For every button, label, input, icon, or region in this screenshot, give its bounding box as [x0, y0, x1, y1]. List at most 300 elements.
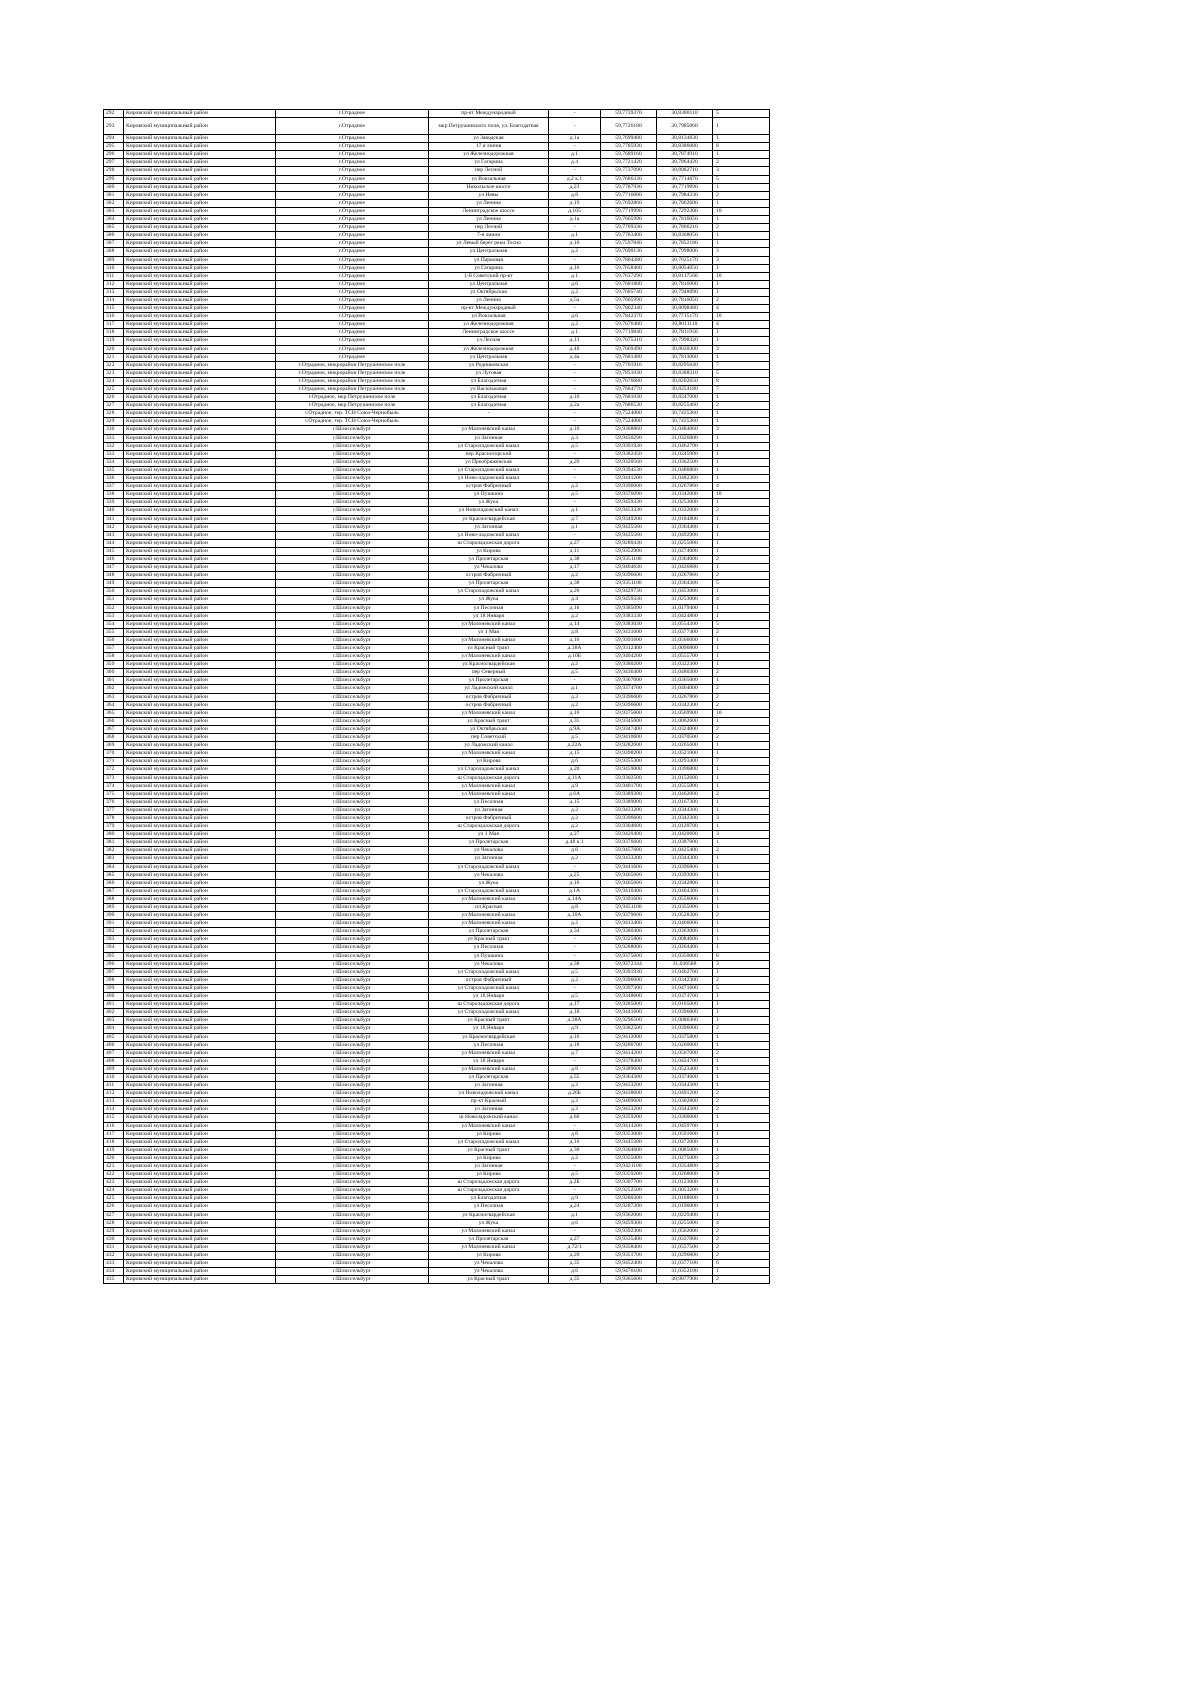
house-cell: д.6 [549, 1219, 601, 1227]
longitude-cell: 30,7714870 [657, 175, 713, 183]
locality-cell: г.Шлиссельбург [276, 483, 429, 491]
count-cell: 1 [713, 434, 770, 442]
house-cell: д.16 [549, 636, 601, 644]
table-row [104, 1001, 770, 1009]
latitude-cell: 59,9389000 [601, 798, 657, 806]
district-cell: Кировский муниципальный район [124, 1098, 276, 1106]
latitude-cell: 59,9445300 [601, 1138, 657, 1146]
row-number-cell: 314 [104, 296, 124, 304]
locality-cell: г.Шлиссельбург [276, 426, 429, 434]
locality-cell: г.Шлиссельбург [276, 588, 429, 596]
count-cell: 1 [713, 750, 770, 758]
longitude-cell: 31,0053200 [657, 1187, 713, 1195]
street-cell: ул Малоневский канал [429, 750, 549, 758]
longitude-cell: 31,0420600 [657, 831, 713, 839]
locality-cell: г.Шлиссельбург [276, 612, 429, 620]
house-cell: - [549, 1163, 601, 1171]
locality-cell: г.Отрадное [276, 329, 429, 337]
latitude-cell: 59,9431600 [601, 628, 657, 636]
table-row [104, 904, 770, 912]
street-cell: 17 я линия [429, 143, 549, 151]
locality-cell: г.Шлиссельбург [276, 491, 429, 499]
district-cell: Кировский муниципальный район [124, 1138, 276, 1146]
locality-cell: г.Шлиссельбург [276, 758, 429, 766]
street-cell [429, 418, 549, 426]
longitude-cell: 30,7866210 [657, 224, 713, 232]
table-row [104, 288, 770, 296]
latitude-cell: 59,9433200 [601, 1106, 657, 1114]
locality-cell: г.Шлиссельбург [276, 920, 429, 928]
count-cell: 8 [713, 952, 770, 960]
house-cell: д.1 [549, 232, 601, 240]
longitude-cell: 30,8011110 [657, 321, 713, 329]
count-cell: 1 [713, 1041, 770, 1049]
row-number-cell: 373 [104, 774, 124, 782]
row-number-cell: 398 [104, 976, 124, 984]
latitude-cell: 59,9396600 [601, 701, 657, 709]
house-cell: д.5 [549, 968, 601, 976]
street-cell: ул Малоневский канал [429, 895, 549, 903]
latitude-cell: 59,9414200 [601, 1049, 657, 1057]
district-cell: Кировский муниципальный район [124, 887, 276, 895]
longitude-cell: 31,0165000 [657, 1001, 713, 1009]
longitude-cell: 30,7948890 [657, 288, 713, 296]
count-cell: 1 [713, 1057, 770, 1065]
locality-cell: г.Шлиссельбург [276, 806, 429, 814]
count-cell: 1 [713, 766, 770, 774]
count-cell: 1 [713, 1001, 770, 1009]
locality-cell: г.Шлиссельбург [276, 1146, 429, 1154]
district-cell: Кировский муниципальный район [124, 580, 276, 588]
locality-cell: г.Отрадное [276, 232, 429, 240]
street-cell: ул Красногвардейская [429, 515, 549, 523]
count-cell: 1 [713, 515, 770, 523]
district-cell: Кировский муниципальный район [124, 750, 276, 758]
table-row [104, 135, 770, 143]
count-cell: 1 [713, 936, 770, 944]
street-cell: ул Новоладожский канал [429, 1090, 549, 1098]
row-number-cell: 408 [104, 1057, 124, 1065]
locality-cell: г.Шлиссельбург [276, 1219, 429, 1227]
longitude-cell: 31,0459700 [657, 1122, 713, 1130]
longitude-cell: 30,8030300 [657, 345, 713, 353]
longitude-cell: 30,8054050 [657, 264, 713, 272]
table-row [104, 175, 770, 183]
table-row [104, 1065, 770, 1073]
table-row [104, 305, 770, 313]
longitude-cell: 31,0179400 [657, 604, 713, 612]
latitude-cell: 59,7719840 [601, 329, 657, 337]
street-cell: ул Красный тракт [429, 717, 549, 725]
row-number-cell: 321 [104, 353, 124, 361]
street-cell: ул Кирова [429, 1171, 549, 1179]
house-cell: д.2 [549, 483, 601, 491]
row-number-cell: 319 [104, 337, 124, 345]
table-row [104, 1154, 770, 1162]
latitude-cell: 59,9348600 [601, 993, 657, 1001]
row-number-cell: 375 [104, 790, 124, 798]
district-cell: Кировский муниципальный район [124, 1260, 276, 1268]
locality-cell: г.Отрадное [276, 151, 429, 159]
street-cell: ул Песочная [429, 1041, 549, 1049]
district-cell: Кировский муниципальный район [124, 143, 276, 151]
district-cell: Кировский муниципальный район [124, 377, 276, 385]
locality-cell: г.Шлиссельбург [276, 831, 429, 839]
house-cell: д.7 [549, 1049, 601, 1057]
district-cell: Кировский муниципальный район [124, 798, 276, 806]
latitude-cell: 59,9396600 [601, 572, 657, 580]
street-cell: ул Новоладожский канал [429, 507, 549, 515]
row-number-cell: 394 [104, 944, 124, 952]
locality-cell: г.Отрадное [276, 143, 429, 151]
table-row [104, 1090, 770, 1098]
district-cell: Кировский муниципальный район [124, 1179, 276, 1187]
district-cell: Кировский муниципальный район [124, 434, 276, 442]
house-cell: д.11А [549, 774, 601, 782]
district-cell: Кировский муниципальный район [124, 717, 276, 725]
locality-cell: г.Шлиссельбург [276, 677, 429, 685]
table-row [104, 199, 770, 207]
table-row [104, 790, 770, 798]
table-row [104, 353, 770, 361]
row-number-cell: 432 [104, 1252, 124, 1260]
count-cell: 1 [713, 1114, 770, 1122]
house-cell: д.16 [549, 264, 601, 272]
table-row [104, 1179, 770, 1187]
row-number-cell: 420 [104, 1154, 124, 1162]
street-cell: ул Центральная [429, 353, 549, 361]
count-cell: 2 [713, 507, 770, 515]
table-row [104, 984, 770, 992]
row-number-cell: 397 [104, 968, 124, 976]
locality-cell: г.Шлиссельбург [276, 960, 429, 968]
district-cell: Кировский муниципальный район [124, 628, 276, 636]
locality-cell: г.Шлиссельбург [276, 450, 429, 458]
count-cell: 4 [713, 321, 770, 329]
house-cell: д.9 [549, 782, 601, 790]
street-cell: ул Пролетарская [429, 580, 549, 588]
house-cell: д.35 [549, 1260, 601, 1268]
district-cell: Кировский муниципальный район [124, 895, 276, 903]
locality-cell: г.Шлиссельбург [276, 669, 429, 677]
house-cell: д.8 [549, 191, 601, 199]
district-cell: Кировский муниципальный район [124, 369, 276, 377]
longitude-cell: 31,0275000 [657, 1154, 713, 1162]
count-cell: 3 [713, 426, 770, 434]
longitude-cell: 30,7998000 [657, 248, 713, 256]
count-cell: 1 [713, 1138, 770, 1146]
district-cell: Кировский муниципальный район [124, 685, 276, 693]
row-number-cell: 403 [104, 1017, 124, 1025]
locality-cell: г.Шлиссельбург [276, 564, 429, 572]
longitude-cell: 30,7625170 [657, 256, 713, 264]
row-number-cell: 433 [104, 1260, 124, 1268]
latitude-cell: 59,9359200 [601, 1171, 657, 1179]
latitude-cell: 59,9280300 [601, 1195, 657, 1203]
latitude-cell: 59,9433200 [601, 1082, 657, 1090]
longitude-cell: 30,7425360 [657, 418, 713, 426]
latitude-cell: 59,9452400 [601, 1260, 657, 1268]
house-cell: д.10А [549, 912, 601, 920]
table-row [104, 863, 770, 871]
longitude-cell: 31,0120700 [657, 823, 713, 831]
longitude-cell: 31,0188600 [657, 1195, 713, 1203]
longitude-cell: 31,0342300 [657, 976, 713, 984]
locality-cell: г.Отрадное [276, 313, 429, 321]
row-number-cell: 309 [104, 256, 124, 264]
count-cell: 1 [713, 280, 770, 288]
table-row [104, 1163, 770, 1171]
house-cell: д.23 [549, 183, 601, 191]
district-cell: Кировский муниципальный район [124, 936, 276, 944]
row-number-cell: 342 [104, 523, 124, 531]
district-cell: Кировский муниципальный район [124, 1187, 276, 1195]
longitude-cell: 31,0462790 [657, 442, 713, 450]
latitude-cell: 59,9401700 [601, 782, 657, 790]
table-row [104, 329, 770, 337]
latitude-cell: 59,9409600 [601, 1098, 657, 1106]
count-cell: 1 [713, 199, 770, 207]
house-cell: д.2 [549, 1154, 601, 1162]
longitude-cell: 31,0364300 [657, 580, 713, 588]
locality-cell: г.Шлиссельбург [276, 774, 429, 782]
latitude-cell: 59,9382500 [601, 1025, 657, 1033]
table-row [104, 944, 770, 952]
count-cell: 2 [713, 685, 770, 693]
street-cell: ул Малоневский канал [429, 1227, 549, 1235]
locality-cell: г.Шлиссельбург [276, 1025, 429, 1033]
street-cell: ул Благодатная [429, 377, 549, 385]
count-cell: 1 [713, 993, 770, 1001]
latitude-cell: 59,9436400 [601, 669, 657, 677]
table-row [104, 1114, 770, 1122]
table-row [104, 1276, 770, 1284]
district-cell: Кировский муниципальный район [124, 450, 276, 458]
longitude-cell: 31,0293400 [657, 758, 713, 766]
latitude-cell: 59,9420400 [601, 831, 657, 839]
longitude-cell: 31,0567000 [657, 1049, 713, 1057]
district-cell: Кировский муниципальный район [124, 207, 276, 215]
street-cell: ул Кирова [429, 547, 549, 555]
latitude-cell: 59,9450290 [601, 434, 657, 442]
house-cell: д.27 [549, 831, 601, 839]
longitude-cell: 31,0362500 [657, 458, 713, 466]
locality-cell: г.Шлиссельбург [276, 1211, 429, 1219]
longitude-cell: 31,0462700 [657, 968, 713, 976]
latitude-cell: 59,7737090 [601, 167, 657, 175]
row-number-cell: 412 [104, 1090, 124, 1098]
table-row [104, 216, 770, 224]
count-cell: 1 [713, 442, 770, 450]
count-cell: 2 [713, 725, 770, 733]
row-number-cell: 311 [104, 272, 124, 280]
locality-cell: г.Отрадное [276, 240, 429, 248]
count-cell: 2 [713, 847, 770, 855]
locality-cell: г.Отрадное, мкр Петрушинское поле [276, 402, 429, 410]
locality-cell: г.Отрадное [276, 256, 429, 264]
district-cell: Кировский муниципальный район [124, 725, 276, 733]
longitude-cell: 30,8098480 [657, 305, 713, 313]
longitude-cell: 31,0557500 [657, 1243, 713, 1251]
table-row [104, 248, 770, 256]
district-cell: Кировский муниципальный район [124, 135, 276, 143]
longitude-cell: 30,7998320 [657, 337, 713, 345]
house-cell: д.20 [549, 766, 601, 774]
latitude-cell: 59,7719990 [601, 207, 657, 215]
latitude-cell: 59,9304600 [601, 1146, 657, 1154]
table-row [104, 725, 770, 733]
count-cell: 5 [713, 110, 770, 118]
row-number-cell: 326 [104, 394, 124, 402]
table-row [104, 1122, 770, 1130]
street-cell: ул Староладожский канал [429, 968, 549, 976]
district-cell: Кировский муниципальный район [124, 984, 276, 992]
latitude-cell: 59,9389300 [601, 790, 657, 798]
street-cell: ул Малоневский канал [429, 790, 549, 798]
house-cell: д.2 [549, 288, 601, 296]
house-cell: - [549, 936, 601, 944]
table-row [104, 1171, 770, 1179]
locality-cell: г.Шлиссельбург [276, 1171, 429, 1179]
house-cell: - [549, 1057, 601, 1065]
longitude-cell: 31,0396800 [657, 863, 713, 871]
longitude-cell: 31,0062600 [657, 717, 713, 725]
count-cell: 1 [713, 418, 770, 426]
house-cell: д.2 [549, 1082, 601, 1090]
longitude-cell: 31,0555000 [657, 782, 713, 790]
table-row [104, 515, 770, 523]
table-row [104, 774, 770, 782]
street-cell: ул 18 Января [429, 1025, 549, 1033]
table-row [104, 580, 770, 588]
house-cell: д.10Б [549, 653, 601, 661]
count-cell: 2 [713, 191, 770, 199]
row-number-cell: 379 [104, 823, 124, 831]
longitude-cell: 31,0350000 [657, 952, 713, 960]
latitude-cell: 59,9429730 [601, 588, 657, 596]
count-cell: 1 [713, 1017, 770, 1025]
longitude-cell: 30,8388310 [657, 369, 713, 377]
longitude-cell: 30,7874910 [657, 151, 713, 159]
latitude-cell: 59,9412000 [601, 1033, 657, 1041]
longitude-cell: 31,0152600 [657, 774, 713, 782]
count-cell: 1 [713, 531, 770, 539]
latitude-cell: 59,9465600 [601, 879, 657, 887]
count-cell: 1 [713, 329, 770, 337]
locality-cell: г.Шлиссельбург [276, 952, 429, 960]
table-row [104, 976, 770, 984]
district-cell: Кировский муниципальный район [124, 110, 276, 118]
district-cell: Кировский муниципальный район [124, 734, 276, 742]
longitude-cell: 31,0424860 [657, 612, 713, 620]
longitude-cell: 30,7715170 [657, 313, 713, 321]
longitude-cell: 31,0377100 [657, 1260, 713, 1268]
street-cell: ул Жука [429, 1219, 549, 1227]
row-number-cell: 327 [104, 402, 124, 410]
locality-cell: г.Шлиссельбург [276, 547, 429, 555]
house-cell: д.6б [549, 1114, 601, 1122]
table-row [104, 1033, 770, 1041]
house-cell: д.2 [549, 976, 601, 984]
row-number-cell: 370 [104, 750, 124, 758]
count-cell: 1 [713, 887, 770, 895]
house-cell: д.2 [549, 693, 601, 701]
house-cell: - [549, 952, 601, 960]
row-number-cell: 406 [104, 1041, 124, 1049]
street-cell: ул Луговая [429, 369, 549, 377]
district-cell: Кировский муниципальный район [124, 280, 276, 288]
latitude-cell: 59,9325800 [601, 936, 657, 944]
count-cell: 1 [713, 450, 770, 458]
house-cell: - [549, 386, 601, 394]
locality-cell: г.Шлиссельбург [276, 539, 429, 547]
latitude-cell: 59,7685740 [601, 288, 657, 296]
street-cell: ул Чекалова [429, 960, 549, 968]
street-cell: пер Советский [429, 734, 549, 742]
district-cell: Кировский муниципальный район [124, 402, 276, 410]
table-row [104, 895, 770, 903]
table-row [104, 798, 770, 806]
count-cell: 5 [713, 580, 770, 588]
street-cell: ул Благодатная [429, 1195, 549, 1203]
longitude-cell: 31,0255000 [657, 1219, 713, 1227]
longitude-cell: 31,0591600 [657, 1130, 713, 1138]
table-row [104, 1203, 770, 1211]
count-cell: 1 [713, 499, 770, 507]
latitude-cell: 59,9385090 [601, 604, 657, 612]
district-cell: Кировский муниципальный район [124, 386, 276, 394]
street-cell: - [429, 410, 549, 418]
count-cell: 2 [713, 976, 770, 984]
table-row [104, 118, 770, 135]
table-row [104, 1106, 770, 1114]
row-number-cell: 362 [104, 685, 124, 693]
latitude-cell: 59,9438600 [601, 1090, 657, 1098]
house-cell: д.1 [549, 272, 601, 280]
house-cell: д.16 [549, 879, 601, 887]
longitude-cell: 31,0344300 [657, 855, 713, 863]
street-cell: ул Железнодорожная [429, 151, 549, 159]
house-cell: д.17 [549, 1001, 601, 1009]
table-row [104, 466, 770, 474]
count-cell: 1 [713, 1179, 770, 1187]
count-cell: 1 [713, 588, 770, 596]
longitude-cell: 31,0265600 [657, 742, 713, 750]
locality-cell: г.Шлиссельбург [276, 1276, 429, 1284]
house-cell: - [549, 475, 601, 483]
latitude-cell: 59,9365600 [601, 1276, 657, 1284]
count-cell: 1 [713, 1195, 770, 1203]
longitude-cell: 31,0491200 [657, 1090, 713, 1098]
row-number-cell: 292 [104, 110, 124, 118]
street-cell: ул Пролетарская [429, 839, 549, 847]
latitude-cell: 59,9410600 [601, 734, 657, 742]
row-number-cell: 339 [104, 499, 124, 507]
longitude-cell: 30,7719890 [657, 183, 713, 191]
street-cell: ул Пролетарская [429, 1235, 549, 1243]
locality-cell: г.Отрадное [276, 280, 429, 288]
house-cell: д.2Б [549, 1179, 601, 1187]
table-row [104, 296, 770, 304]
count-cell: 2 [713, 1163, 770, 1171]
district-cell: Кировский муниципальный район [124, 912, 276, 920]
street-cell: ул Староладожский канал [429, 863, 549, 871]
row-number-cell: 324 [104, 377, 124, 385]
table-row [104, 677, 770, 685]
table-row [104, 418, 770, 426]
house-cell: д.55 [549, 1073, 601, 1081]
locality-cell: г.Шлиссельбург [276, 515, 429, 523]
